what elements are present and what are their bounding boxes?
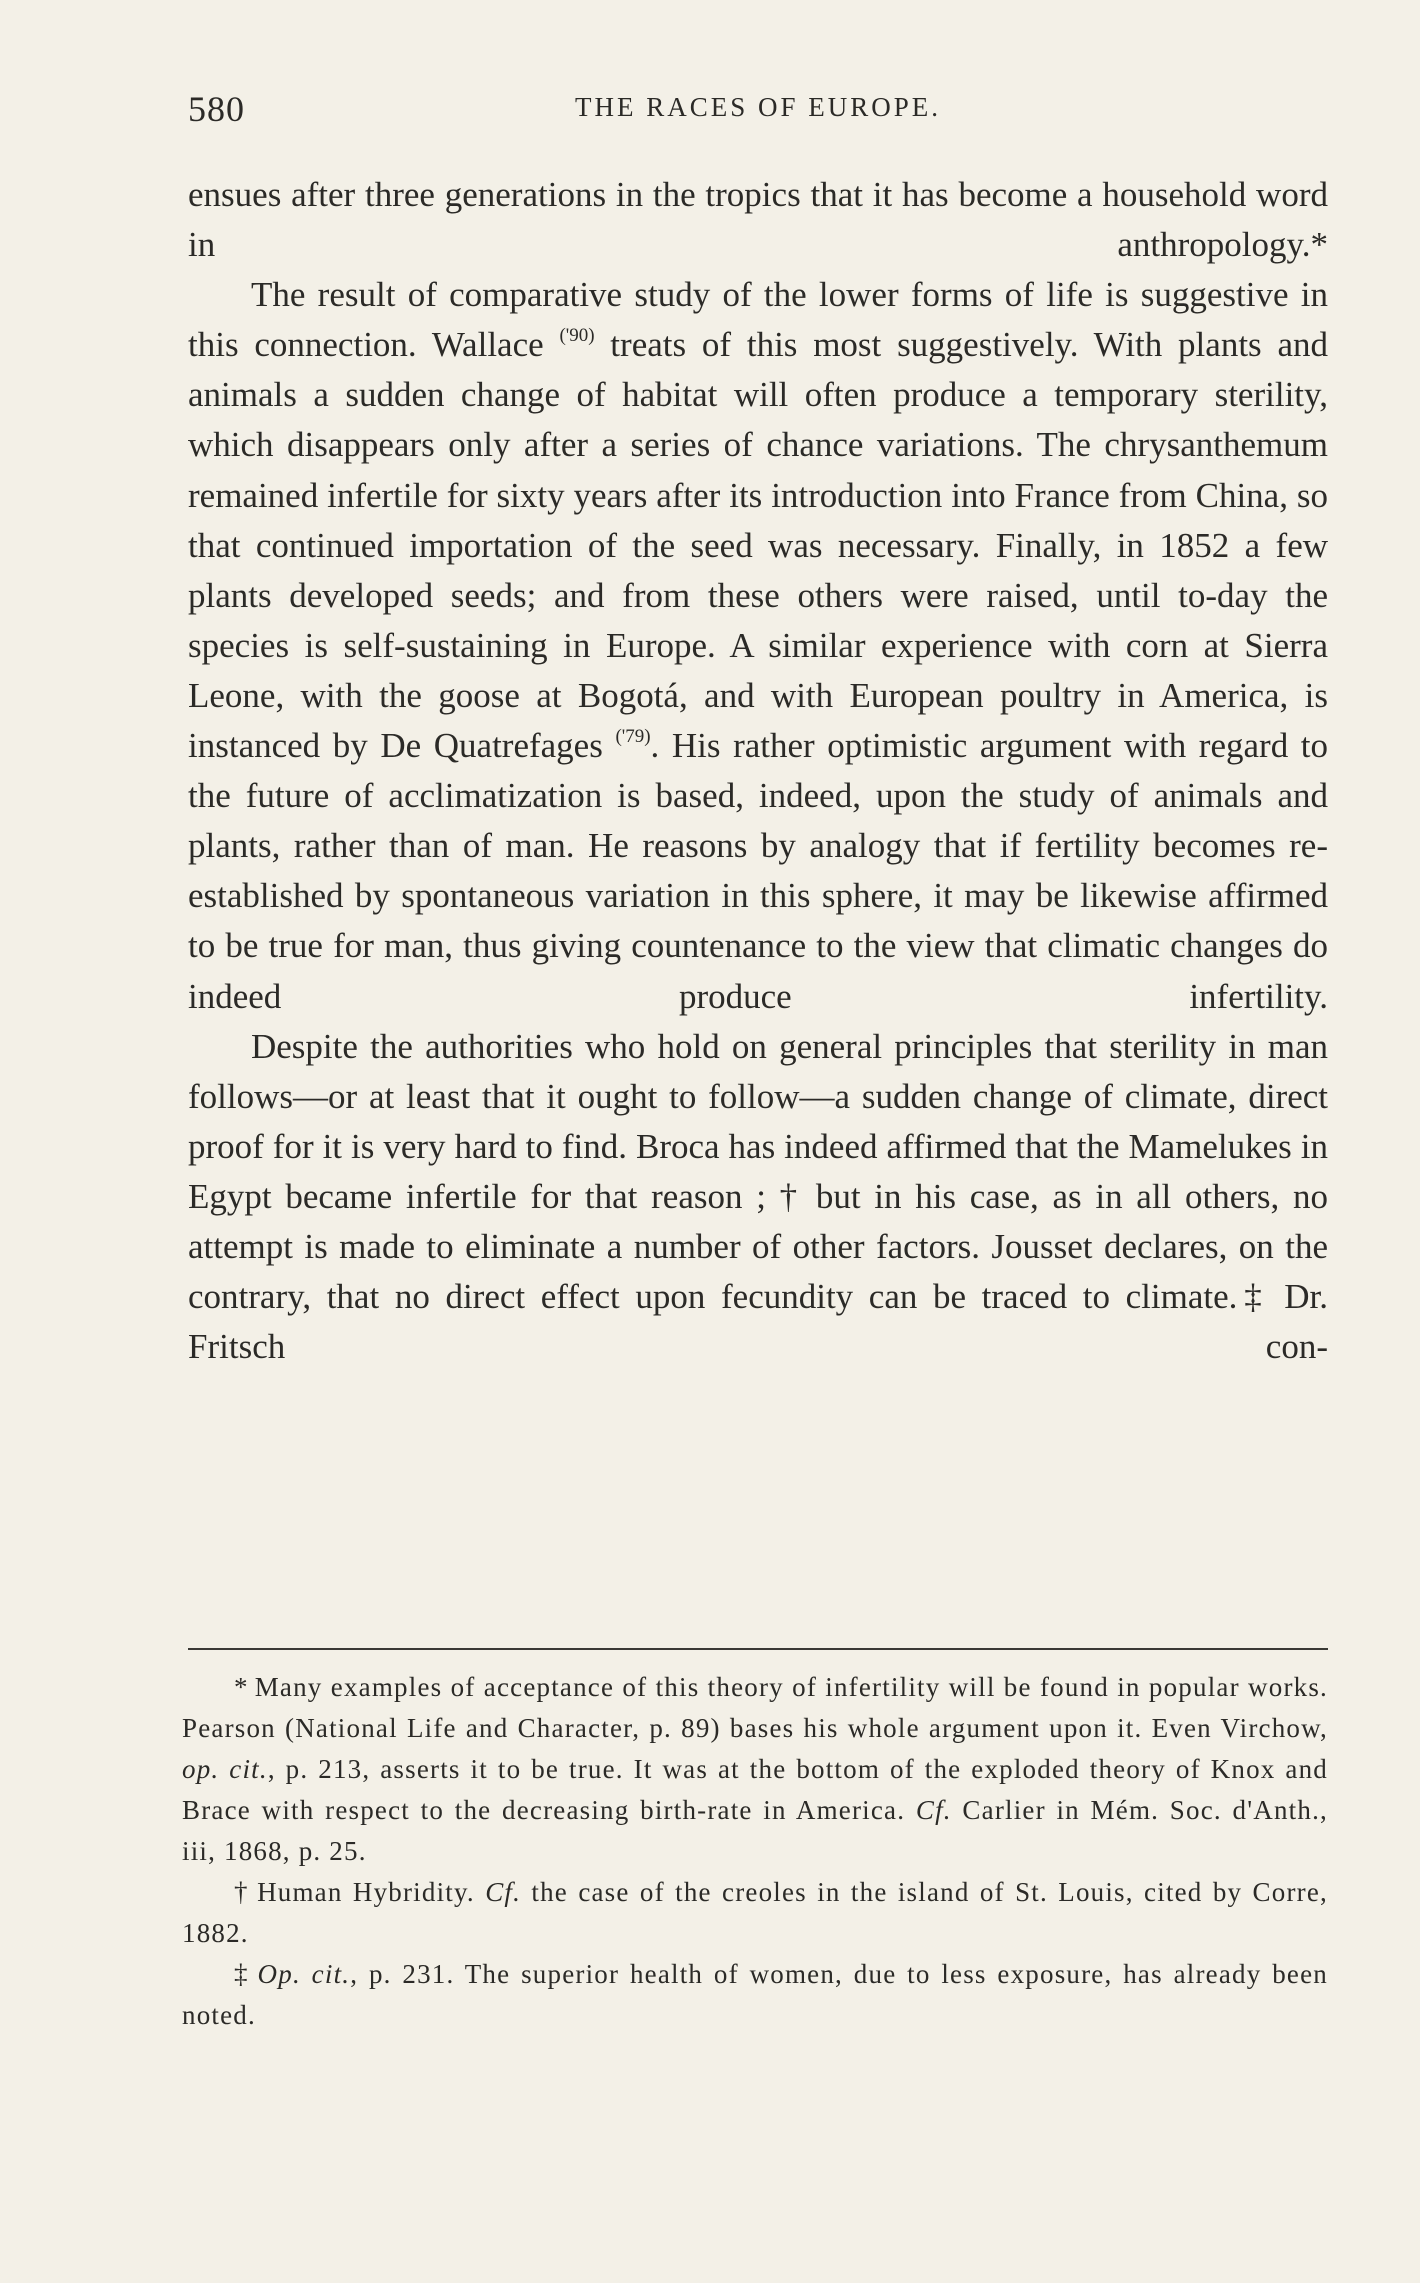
footnote-1 <box>182 1667 1328 1872</box>
running-title: THE RACES OF EUROPE. <box>574 92 942 122</box>
page-number: 580 <box>188 89 245 129</box>
body-text <box>188 170 1328 1372</box>
footnote-3-text: , p. 231. The superior health of women, due to less exposure, has already been noted. <box>182 1959 1328 2030</box>
footnotes <box>182 1667 1328 2036</box>
paragraph-3-text: Despite the authorities who hold on general principles that sterility in man follows—or at least that it ought to follow—a sudden change of climate, direct proof for it is very hard to find. Broca has indeed affirmed that the Mamelukes in Egypt became infertile for that reason ; † but in his case, as in all others, no attempt is made to eliminate a number of other factors. Jousset declares, on the contrary, that no direct effect upon fecundity can be traced to climate.‡ Dr. Fritsch con- <box>188 1026 1328 1367</box>
paragraph-2-text-c: . His rather optimistic argument with regard to the future of acclimatization is based, indeed, upon the study of animals and plants, rather than of man. He reasons by analogy that if fertility becomes re-established by spontaneous variation in this sphere, it may be likewise affirmed to be true for man, thus giving countenance to the view that climatic changes do indeed produce infertility. <box>188 726 1329 1016</box>
footnote-2-marker: † <box>234 1877 252 1907</box>
footnote-1-text-a: Many examples of acceptance of this theory of infertility will be found in popular works. Pearson (National Life and Character, p. 89) bases his whole argument upon it. Even Virchow, <box>182 1672 1328 1743</box>
footnote-1-text-b: , p. 213, asserts it to be true. It was at the bottom of the exploded theory of Knox and Brace with respect to the decreasing birth-rate in America. <box>182 1754 1328 1825</box>
footnote-3-marker: ‡ <box>234 1959 252 1989</box>
footnote-3 <box>182 1954 1328 2036</box>
footnote-1-text-c: Carlier in Mém. Soc. d'Anth., iii, 1868, p. 25. <box>182 1795 1328 1866</box>
footnote-2-text-a: Human Hybridity. <box>257 1877 486 1907</box>
paragraph-3 <box>188 1022 1328 1373</box>
paragraph-2-text-b: treats of this most suggestively. With plants and animals a sudden change of habitat will often produce a temporary sterility, which disappears only after a series of chance variations. The chrysanthemum remained infertile for sixty years after its introduction into France from China, so that continued importation of the seed was necessary. Finally, in 1852 a few plants developed seeds; and from these others were raised, until to-day the species is self-sustaining in Europe. A similar experience with corn at Sierra Leone, with the goose at Bogotá, and with European poultry in America, is instanced by De Quatrefages <box>188 325 1328 766</box>
paragraph-2 <box>188 270 1328 1021</box>
footnote-2-text-b: the case of the creoles in the island of St. Louis, cited by Corre, 1882. <box>182 1877 1328 1948</box>
page-header <box>188 88 1328 138</box>
footnote-3-op-cit: Op. cit. <box>257 1959 351 1989</box>
citation-wallace: ('90) <box>559 325 595 347</box>
footnote-divider <box>188 1648 1328 1650</box>
paragraph-1 <box>188 170 1328 270</box>
footnote-1-cf: Cf. <box>915 1795 952 1825</box>
footnote-1-marker: * <box>234 1672 249 1702</box>
footnote-2-cf: Cf. <box>485 1877 522 1907</box>
citation-quatrefages: ('79) <box>615 726 651 748</box>
paragraph-1-text: ensues after three generations in the tropics that it has become a household word in anthropology.* <box>188 175 1328 265</box>
footnote-2 <box>182 1872 1328 1954</box>
paragraph-2-text-a: The result of comparative study of the lower forms of life is suggestive in this connection. Wallace <box>188 275 1328 365</box>
footnote-1-op-cit: op. cit. <box>182 1754 268 1784</box>
